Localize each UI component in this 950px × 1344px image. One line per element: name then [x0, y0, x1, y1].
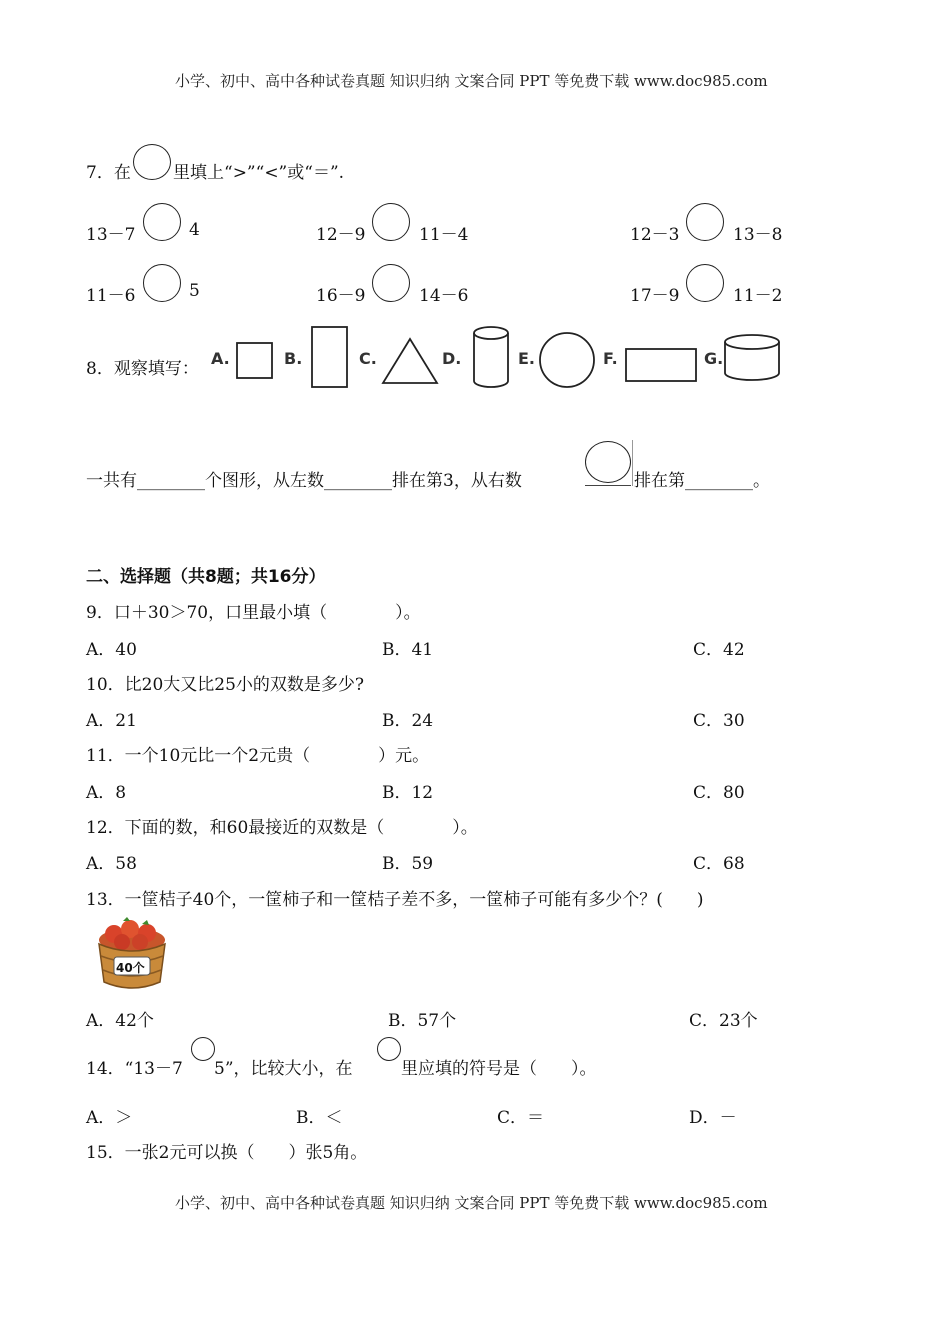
cylinder-shape-icon: [474, 327, 508, 387]
q14-text-part1: 14．“13－7: [86, 1059, 183, 1079]
option-b[interactable]: B．24: [382, 711, 434, 731]
q7-expr-right: 13－8: [733, 225, 783, 245]
q7-expr-right: 11－2: [733, 286, 783, 306]
question-text: 9．口＋30＞70，口里最小填（ ）。: [86, 603, 421, 623]
shape-label-d: D.: [442, 349, 462, 368]
orange-basket-icon: [92, 914, 172, 992]
option-c[interactable]: C．30: [693, 711, 745, 731]
option-a[interactable]: A．42个: [86, 1011, 154, 1031]
shape-label-e: E.: [518, 349, 536, 368]
q7-prefix: 7．在: [86, 163, 131, 183]
q7-instruction: 里填上“>”“<”或“＝”.: [173, 163, 345, 183]
q7-expr-right: 5: [189, 281, 200, 301]
blank-circle-icon: [377, 1037, 401, 1061]
shape-label-c: C.: [359, 349, 377, 368]
option-c[interactable]: C．42: [693, 640, 745, 660]
option-c[interactable]: C．80: [693, 783, 745, 803]
question-text: 10．比20大又比25小的双数是多少?: [86, 675, 365, 695]
shape-label-a: A.: [211, 349, 230, 368]
option-c[interactable]: C．＝: [497, 1108, 545, 1128]
option-b[interactable]: B．59: [382, 854, 434, 874]
page-header: 小学、初中、高中各种试卷真题 知识归纳 文案合同 PPT 等免费下载 www.doc985.com: [175, 72, 768, 90]
q8-label: 8．观察填写：: [86, 359, 199, 379]
q7-expr-left: 16－9: [316, 286, 366, 306]
option-b[interactable]: B．＜: [296, 1108, 343, 1128]
square-shape-icon: [237, 343, 272, 378]
q8-fill-line-end: 排在第________。: [634, 471, 770, 491]
wide-rectangle-shape-icon: [626, 349, 696, 381]
option-a[interactable]: A．8: [86, 783, 127, 803]
q7-expr-left: 17－9: [630, 286, 680, 306]
option-a[interactable]: A．58: [86, 854, 137, 874]
shape-label-g: G.: [704, 349, 724, 368]
circle-shape-icon: [585, 441, 631, 483]
tall-rectangle-shape-icon: [312, 327, 347, 387]
blank-circle-icon: [191, 1037, 215, 1061]
q7-expr-left: 12－3: [630, 225, 680, 245]
blank-underline: [585, 485, 631, 486]
question-text: 15．一张2元可以换（ ）张5角。: [86, 1143, 368, 1163]
circle-shape-icon: [540, 333, 594, 387]
question-text: 11．一个10元比一个2元贵（ ）元。: [86, 746, 430, 766]
q7-expr-left: 11－6: [86, 286, 136, 306]
short-cylinder-shape-icon: [725, 335, 779, 380]
q14-text-part3: 里应填的符号是（ ）。: [401, 1059, 597, 1079]
option-b[interactable]: B．57个: [388, 1011, 457, 1031]
option-b[interactable]: B．41: [382, 640, 434, 660]
option-d[interactable]: D．－: [689, 1108, 737, 1128]
question-text: 13．一筐桔子40个，一筐柿子和一筐桔子差不多，一筐柿子可能有多少个？( ): [86, 890, 704, 910]
shapes-drawing: [0, 0, 950, 400]
triangle-shape-icon: [383, 339, 437, 383]
q7-expr-right: 14－6: [419, 286, 469, 306]
option-a[interactable]: A．＞: [86, 1108, 133, 1128]
question-text: 12．下面的数，和60最接近的双数是（ ）。: [86, 818, 478, 838]
basket-label: 40个: [116, 961, 145, 975]
page-footer: 小学、初中、高中各种试卷真题 知识归纳 文案合同 PPT 等免费下载 www.doc985.com: [175, 1194, 768, 1212]
option-c[interactable]: C．68: [693, 854, 745, 874]
q7-expr-left: 13－7: [86, 225, 136, 245]
option-a[interactable]: A．21: [86, 711, 137, 731]
option-c[interactable]: C．23个: [689, 1011, 758, 1031]
q7-expr-right: 4: [189, 220, 200, 240]
divider: [632, 440, 633, 486]
option-b[interactable]: B．12: [382, 783, 434, 803]
shape-label-b: B.: [284, 349, 303, 368]
option-a[interactable]: A．40: [86, 640, 137, 660]
section-title: 二、选择题（共8题；共16分）: [86, 567, 326, 587]
q7-expr-left: 12－9: [316, 225, 366, 245]
orange-basket-image: [92, 914, 172, 992]
q8-fill-line: 一共有________个图形，从左数________排在第3，从右数: [86, 471, 522, 491]
q7-expr-right: 11－4: [419, 225, 469, 245]
shape-label-f: F.: [603, 349, 618, 368]
q14-text-part2: 5”，比较大小，在: [214, 1059, 353, 1079]
